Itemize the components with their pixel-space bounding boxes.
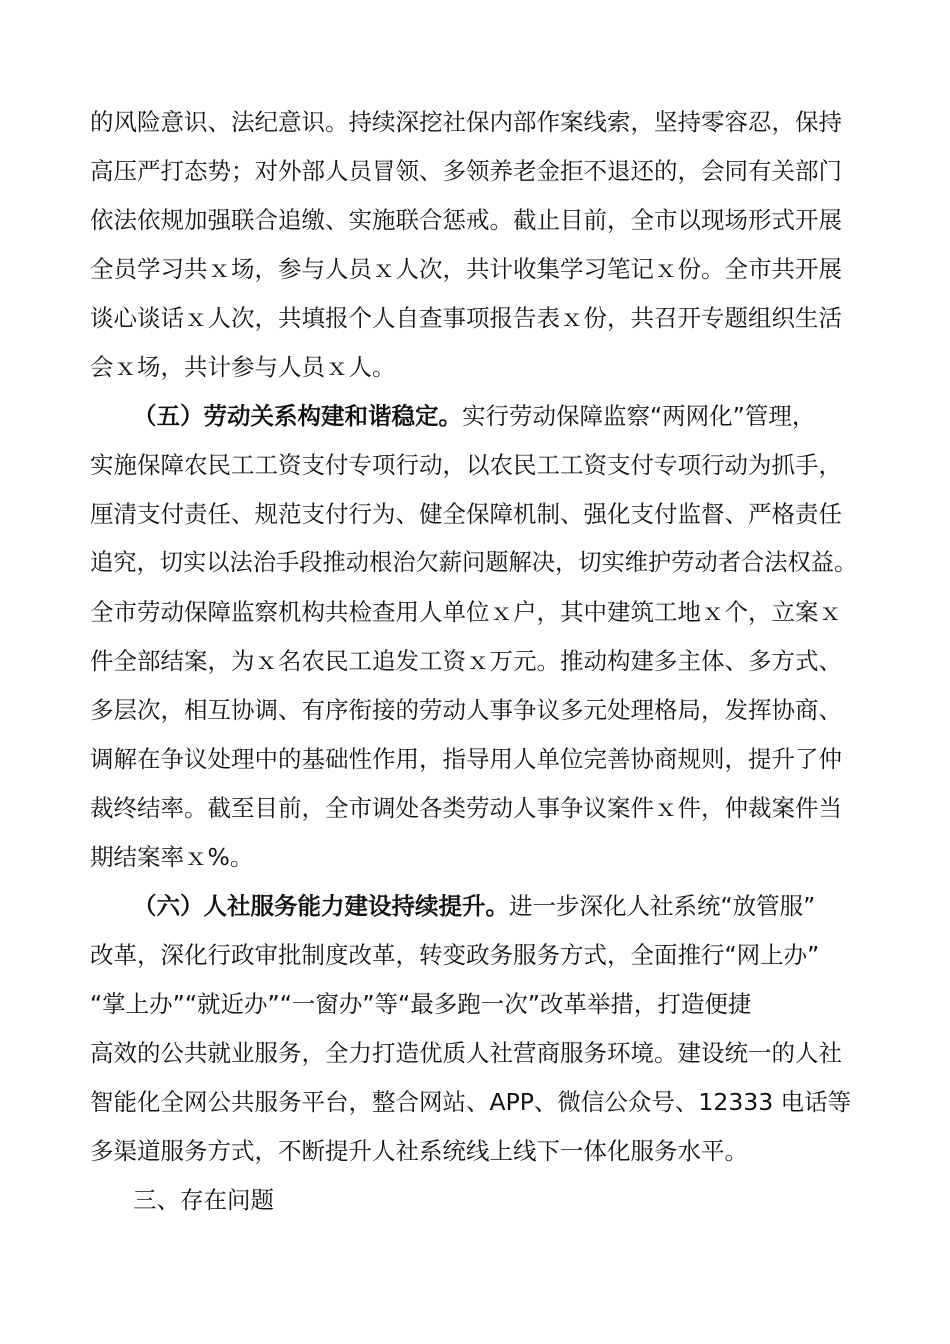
paragraph-line: 件全部结案，为ｘ名农民工追发工资ｘ万元。推动构建多主体、多方式、 — [90, 647, 842, 675]
paragraph-line: “掌上办”“就近办”“一窗办”等“最多跑一次”改革举措，打造便捷 — [90, 990, 752, 1018]
paragraph-line: 厘清支付责任、规范支付行为、健全保障机制、强化支付监督、严格责任 — [90, 500, 842, 528]
paragraph-line: 会ｘ场，共计参与人员ｘ人。 — [90, 353, 396, 381]
paragraph-line: 期结案率ｘ%。 — [90, 843, 254, 871]
section-6-first-line — [133, 886, 815, 926]
paragraph-line: 全市劳动保障监察机构共检查用人单位ｘ户，其中建筑工地ｘ个，立案ｘ — [90, 598, 842, 626]
section-6-heading: （六）人社服务能力建设持续提升。 — [133, 892, 509, 920]
paragraph-line: 依法依规加强联合追缴、实施联合惩戒。截止目前，全市以现场形式开展 — [90, 206, 842, 234]
paragraph-line: 全员学习共ｘ场，参与人员ｘ人次，共计收集学习笔记ｘ份。全市共开展 — [90, 255, 842, 283]
paragraph-line: 谈心谈话ｘ人次，共填报个人自查事项报告表ｘ份，共召开专题组织生活 — [90, 304, 842, 332]
paragraph-line: 实施保障农民工工资支付专项行动，以农民工工资支付专项行动为抓手， — [90, 451, 842, 479]
paragraph-line: 追究，切实以法治手段推动根治欠薪问题解决，切实维护劳动者合法权益。 — [90, 549, 858, 576]
paragraph-line: 裁终结率。截至目前，全市调处各类劳动人事争议案件ｘ件，仲裁案件当 — [90, 794, 842, 822]
paragraph-line: 调解在争议处理中的基础性作用，指导用人单位完善协商规则，提升了仲 — [90, 745, 842, 773]
paragraph-line: 改革，深化行政审批制度改革，转变政务服务方式，全面推行“网上办” — [90, 941, 820, 969]
paragraph-line: 智能化全网公共服务平台，整合网站、APP、微信公众号、12333 电话等 — [90, 1088, 852, 1116]
paragraph-line: 高压严打态势；对外部人员冒领、多领养老金拒不退还的，会同有关部门 — [90, 157, 842, 185]
section-6-intro: 进一步深化人社系统“放管服” — [509, 892, 816, 920]
paragraph-line: 多层次，相互协调、有序衔接的劳动人事争议多元处理格局，发挥协商、 — [90, 696, 842, 724]
section-3-title: 三、存在问题 — [133, 1186, 274, 1214]
section-5-heading: （五）劳动关系构建和谐稳定。 — [133, 402, 462, 430]
section-5-intro: 实行劳动保障监察“两网化”管理， — [462, 402, 816, 430]
section-5-first-line — [133, 396, 815, 436]
paragraph-line: 高效的公共就业服务，全力打造优质人社营商服务环境。建设统一的人社 — [90, 1039, 842, 1067]
paragraph-line: 的风险意识、法纪意识。持续深挖社保内部作案线索，坚持零容忍，保持 — [90, 108, 842, 136]
paragraph-line: 多渠道服务方式，不断提升人社系统线上线下一体化服务水平。 — [90, 1137, 748, 1165]
